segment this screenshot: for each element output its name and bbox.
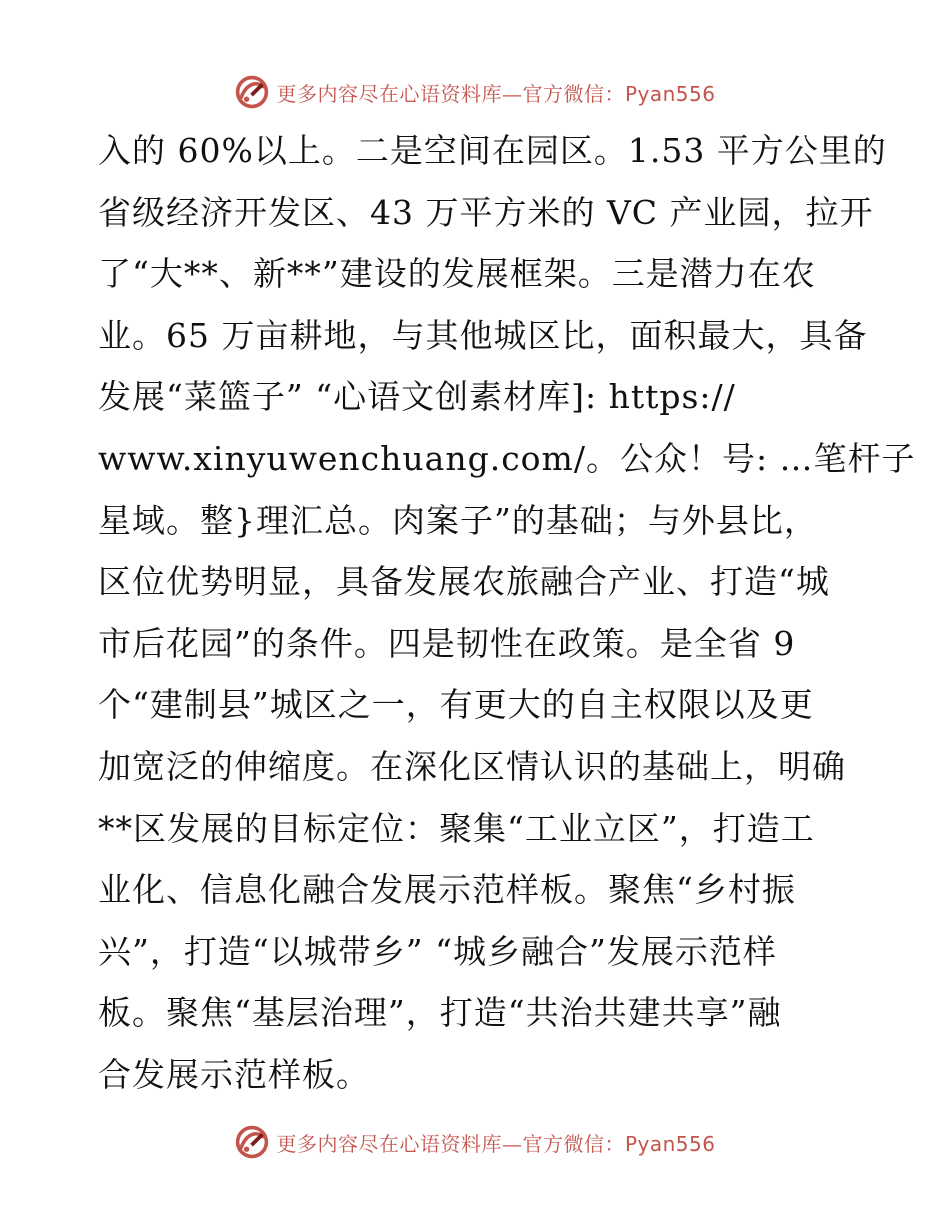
text-line: 市后花园”的条件。四是韧性在政策。是全省 9 <box>98 623 796 663</box>
text-line: **区发展的目标定位：聚集“工业立区”，打造工 <box>98 808 815 848</box>
header-banner-text <box>276 78 715 107</box>
text-line: 星域。整}理汇总。肉案子”的基础；与外县比， <box>98 500 818 540</box>
document-body <box>98 120 916 1106</box>
header-banner-wechat: 官方微信：Pyan556 <box>522 81 716 106</box>
text-line: 区位优势明显，具备发展农旅融合产业、打造“城 <box>98 562 830 602</box>
red-swirl-logo-icon <box>234 74 270 110</box>
red-swirl-logo-icon <box>234 1124 270 1160</box>
footer-banner-wechat: 官方微信：Pyan556 <box>522 1131 716 1156</box>
header-banner-main: 更多内容尽在心语资料库 <box>276 81 502 106</box>
text-line: 板。聚焦“基层治理”，打造“共治共建共享”融 <box>98 993 782 1033</box>
text-line: www.xinyuwenchuang.com/。公众！号: …笔杆子 <box>98 438 916 478</box>
footer-banner <box>0 1120 950 1164</box>
text-line: 入的 60%以上。二是空间在园区。1.53 平方公里的 <box>98 131 887 170</box>
header-banner-separator: — <box>501 81 523 106</box>
header-banner <box>0 70 950 114</box>
text-line: 个“建制县”城区之一，有更大的自主权限以及更 <box>98 685 814 725</box>
text-line: 发展“菜篮子” “心语文创素材库]: https:// <box>98 377 736 417</box>
text-line: 兴”，打造“以城带乡” “城乡融合”发展示范样 <box>98 931 777 971</box>
footer-banner-text <box>276 1128 715 1157</box>
text-line: 加宽泛的伸缩度。在深化区情认识的基础上，明确 <box>98 746 846 786</box>
text-line: 业。65 万亩耕地，与其他城区比，面积最大，具备 <box>98 315 868 355</box>
text-line: 省级经济开发区、43 万平方米的 VC 产业园，拉开 <box>98 192 874 232</box>
footer-banner-separator: — <box>501 1131 523 1156</box>
text-line: 合发展示范样板。 <box>98 1054 370 1094</box>
footer-banner-main: 更多内容尽在心语资料库 <box>276 1131 502 1156</box>
text-line: 业化、信息化融合发展示范样板。聚焦“乡村振 <box>98 870 796 910</box>
text-line: 了“大**、新**”建设的发展框架。三是潜力在农 <box>98 254 816 294</box>
